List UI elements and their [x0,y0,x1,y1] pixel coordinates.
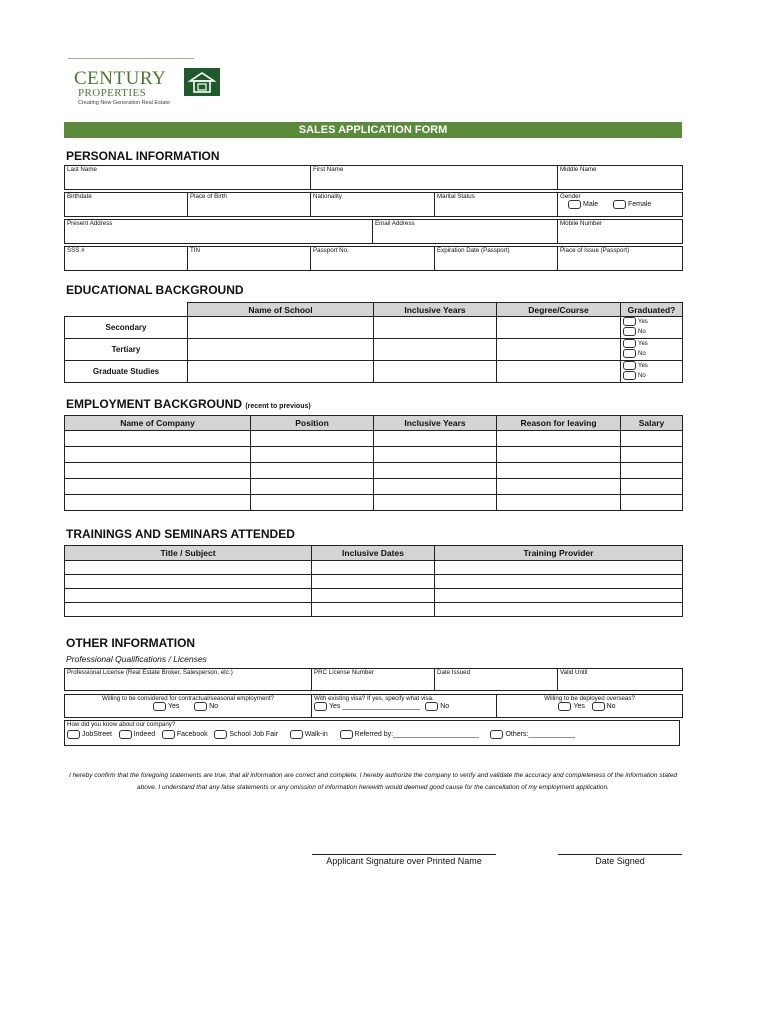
col-inclusive-years: Inclusive Years [374,303,497,317]
col-school-name: Name of School [188,303,374,317]
female-checkbox[interactable] [613,200,626,209]
employment-title-text: EMPLOYMENT BACKGROUND [66,397,242,411]
birthdate-label: Birthdate [67,193,92,200]
logo-rule [68,58,194,59]
form-title: SALES APPLICATION FORM [64,122,682,138]
gender-label: Gender [560,193,581,200]
school-cell[interactable] [188,339,374,361]
overseas-question: Willing to be deployed overseas? [544,695,635,702]
place-of-birth-label: Place of Birth [190,193,227,200]
personal-section-title: PERSONAL INFORMATION [66,149,220,163]
degree-cell[interactable] [497,339,621,361]
referred-by-checkbox[interactable] [340,730,353,739]
expiration-field[interactable] [435,247,558,271]
yes-checkbox[interactable] [623,339,636,348]
school-job-fair-label: School Job Fair [229,731,278,739]
no-label: No [209,703,219,711]
graduated-cell [621,339,683,361]
personal-table [64,165,683,271]
col-employment-years: Inclusive Years [374,416,497,431]
logo-sub: PROPERTIES [78,87,147,99]
expiration-label: Expiration Date (Passport) [437,247,510,254]
facebook-label: Facebook [176,731,208,739]
logo-name: CENTURY [74,68,167,89]
yes-label: Yes [573,703,585,711]
visa-no-checkbox[interactable] [425,702,438,711]
birthdate-field[interactable] [65,193,188,217]
visa-yes-label: Yes ____________________ [329,703,421,711]
declaration-text: I hereby confirm that the foregoing statements are true, that all information are correct and complete. I hereby authorize the company to verify and validate the accuracy and completeness of the information stated above. I understand that any false statements or any omission of information herewith would deemed good cause for the cancellation of my employment application. [68,772,678,791]
visa-question: With existing visa? If yes, specify what visa. [314,695,434,702]
passport-field[interactable] [311,247,435,271]
table-row[interactable] [65,447,683,463]
present-address-label: Present Address [67,220,113,227]
date-signed-line[interactable]: Date Signed [558,854,682,866]
graduated-cell [621,361,683,383]
email-label: Email Address [375,220,415,227]
graduated-cell [621,317,683,339]
no-label: No [638,351,646,358]
yes-checkbox[interactable] [623,361,636,370]
yes-label: Yes [167,703,180,711]
trainings-table [64,545,683,617]
education-corner [65,303,188,317]
employment-section-title [66,397,311,411]
years-cell[interactable] [374,361,497,383]
degree-cell[interactable] [497,361,621,383]
prc-label: PRC License Number [314,669,374,676]
school-cell[interactable] [188,361,374,383]
yes-label: Yes [638,363,648,370]
yes-label: Yes [638,319,648,326]
years-cell[interactable] [374,339,497,361]
col-inclusive-dates: Inclusive Dates [312,546,435,561]
valid-until-label: Valid Until [560,669,588,676]
referred-by-label: Referred by:______________________ [354,731,479,739]
walk-in-label: Walk-in [304,731,328,739]
school-job-fair-checkbox[interactable] [214,730,227,739]
first-name-field[interactable] [311,166,558,190]
email-field[interactable] [373,220,558,244]
yes-checkbox[interactable] [623,317,636,326]
trainings-section-title: TRAININGS AND SEMINARS ATTENDED [66,527,295,541]
col-position: Position [251,416,374,431]
overseas-no-checkbox[interactable] [592,702,605,711]
school-cell[interactable] [188,317,374,339]
table-row[interactable] [65,589,683,603]
valid-until-field[interactable] [558,669,683,691]
license-table [64,668,683,691]
no-label: No [638,373,646,380]
col-company: Name of Company [65,416,251,431]
table-row[interactable] [65,561,683,575]
table-row[interactable] [65,575,683,589]
walk-in-checkbox[interactable] [290,730,303,739]
house-icon [184,68,220,96]
col-title-subject: Title / Subject [65,546,312,561]
indeed-checkbox[interactable] [119,730,132,739]
visa-field [312,695,497,718]
nationality-field[interactable] [311,193,435,217]
others-label: Others:____________ [505,731,576,739]
contractual-field [65,695,312,718]
availability-table [64,694,683,718]
table-row[interactable] [65,603,683,617]
no-checkbox[interactable] [623,349,636,358]
nationality-label: Nationality [313,193,342,200]
male-checkbox[interactable] [568,200,581,209]
first-name-label: First Name [313,166,344,173]
passport-label: Passport No. [313,247,349,254]
col-reason: Reason for leaving [497,416,621,431]
education-table [64,302,683,383]
employment-note: (recent to previous) [245,403,311,410]
place-of-birth-field[interactable] [188,193,311,217]
row-graduate-studies: Graduate Studies [65,361,188,383]
no-label: No [638,329,646,336]
qualifications-subtitle: Professional Qualifications / Licenses [66,654,207,664]
middle-name-field[interactable] [558,166,683,190]
date-issued-label: Date Issued [437,669,471,676]
contractual-question: Willing to be considered for contractual/seasonal employment? [102,695,274,702]
col-salary: Salary [621,416,683,431]
visa-yes-checkbox[interactable] [314,702,327,711]
table-row[interactable] [65,431,683,447]
prc-field[interactable] [312,669,435,691]
col-degree-course: Degree/Course [497,303,621,317]
contractual-no-checkbox[interactable] [194,702,207,711]
gender-field [558,193,683,217]
sss-field[interactable] [65,247,188,271]
row-tertiary: Tertiary [65,339,188,361]
table-row[interactable] [65,495,683,511]
degree-cell[interactable] [497,317,621,339]
others-checkbox[interactable] [490,730,503,739]
tin-label: TIN [190,247,200,254]
col-training-provider: Training Provider [435,546,683,561]
license-label: Professional License (Real Estate Broker, Salesperson, etc.) [67,669,233,676]
overseas-yes-checkbox[interactable] [558,702,571,711]
no-checkbox[interactable] [623,327,636,336]
tin-field[interactable] [188,247,311,271]
middle-name-label: Middle Name [560,166,597,173]
no-label: No [440,703,450,711]
place-of-issue-label: Place of Issue (Passport) [560,247,630,254]
table-row[interactable] [65,463,683,479]
marital-status-label: Marital Status [437,193,475,200]
female-label: Female [627,201,652,209]
present-address-field[interactable] [65,220,373,244]
last-name-field[interactable] [65,166,311,190]
table-row[interactable] [65,479,683,495]
company-logo [68,56,228,112]
source-question: How did you know about our company? [67,721,176,728]
last-name-label: Last Name [67,166,97,173]
col-graduated: Graduated? [621,303,683,317]
row-secondary: Secondary [65,317,188,339]
yes-label: Yes [638,341,648,348]
jobstreet-checkbox[interactable] [67,730,80,739]
employment-table [64,415,683,511]
facebook-checkbox[interactable] [162,730,175,739]
no-checkbox[interactable] [623,371,636,380]
sss-label: SSS # [67,247,85,254]
source-field [64,720,680,746]
indeed-label: Indeed [133,731,156,739]
marital-status-field[interactable] [435,193,558,217]
mobile-field[interactable] [558,220,683,244]
applicant-signature-line[interactable]: Applicant Signature over Printed Name [312,854,496,866]
logo-tagline: Creating New Generation Real Estate [78,100,171,106]
years-cell[interactable] [374,317,497,339]
education-section-title: EDUCATIONAL BACKGROUND [66,283,244,297]
jobstreet-label: JobStreet [82,731,112,739]
date-issued-field[interactable] [435,669,558,691]
place-of-issue-field[interactable] [558,247,683,271]
no-label: No [606,703,616,711]
other-section-title: OTHER INFORMATION [66,636,196,650]
license-field[interactable] [65,669,312,691]
overseas-field [497,695,683,718]
male-label: Male [583,201,599,209]
contractual-yes-checkbox[interactable] [153,702,166,711]
mobile-label: Mobile Number [560,220,602,227]
